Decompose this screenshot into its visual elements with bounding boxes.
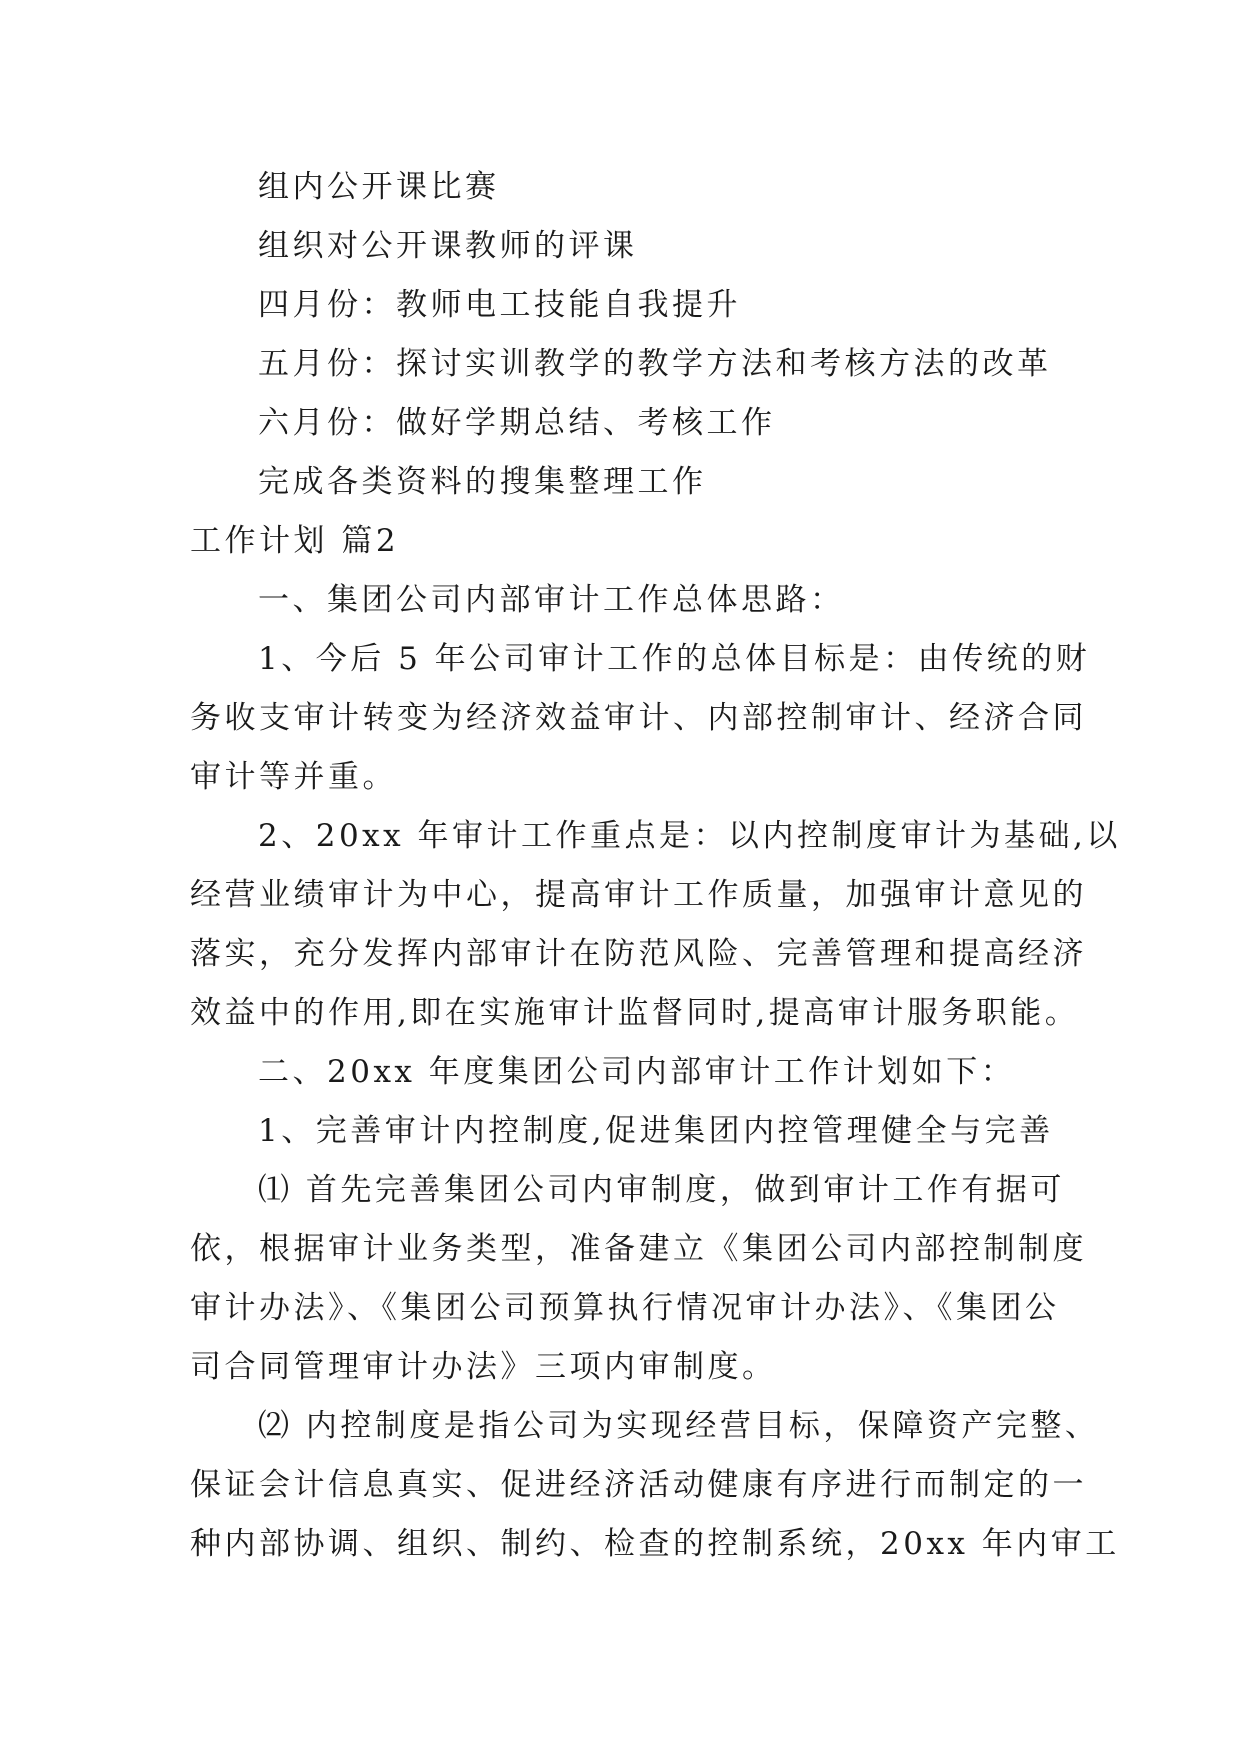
text-line: 保证会计信息真实、促进经济活动健康有序进行而制定的一 — [190, 1467, 1087, 1503]
text-line: 效益中的作用,即在实施审计监督同时,提高审计服务职能。 — [190, 995, 1080, 1031]
text-line: 经营业绩审计为中心，提高审计工作质量，加强审计意见的 — [190, 877, 1087, 913]
text-line: 组织对公开课教师的评课 — [258, 228, 638, 264]
text-line: 五月份：探讨实训教学的教学方法和考核方法的改革 — [258, 346, 1052, 382]
text-line: 四月份：教师电工技能自我提升 — [258, 287, 741, 323]
text-line: 二、20xx 年度集团公司内部审计工作计划如下： — [258, 1054, 1016, 1090]
text-line: 1、今后 5 年公司审计工作的总体目标是：由传统的财 — [258, 641, 1091, 677]
text-line: 一、集团公司内部审计工作总体思路： — [258, 582, 845, 618]
text-line: 种内部协调、组织、制约、检查的控制系统，20xx 年内审工 — [190, 1526, 1120, 1562]
text-line: 六月份：做好学期总结、考核工作 — [258, 405, 776, 441]
text-line: 2、20xx 年审计工作重点是：以内控制度审计为基础,以 — [258, 818, 1121, 854]
text-line: 组内公开课比赛 — [258, 169, 500, 205]
text-line: ⑴ 首先完善集团公司内审制度，做到审计工作有据可 — [258, 1172, 1065, 1208]
section-heading: 工作计划 篇2 — [190, 523, 400, 559]
text-line: 依，根据审计业务类型，准备建立《集团公司内部控制制度 — [190, 1231, 1087, 1267]
text-line: 审计办法》、《集团公司预算执行情况审计办法》、《集团公 — [190, 1290, 1060, 1326]
text-line: 完成各类资料的搜集整理工作 — [258, 464, 707, 500]
text-line: 落实，充分发挥内部审计在防范风险、完善管理和提高经济 — [190, 936, 1087, 972]
text-line: ⑵ 内控制度是指公司为实现经营目标，保障资产完整、 — [258, 1408, 1100, 1444]
text-line: 司合同管理审计办法》三项内审制度。 — [190, 1349, 777, 1385]
text-line: 务收支审计转变为经济效益审计、内部控制审计、经济合同 — [190, 700, 1087, 736]
text-line: 1、完善审计内控制度,促进集团内控管理健全与完善 — [258, 1113, 1054, 1149]
text-line: 审计等并重。 — [190, 759, 397, 795]
